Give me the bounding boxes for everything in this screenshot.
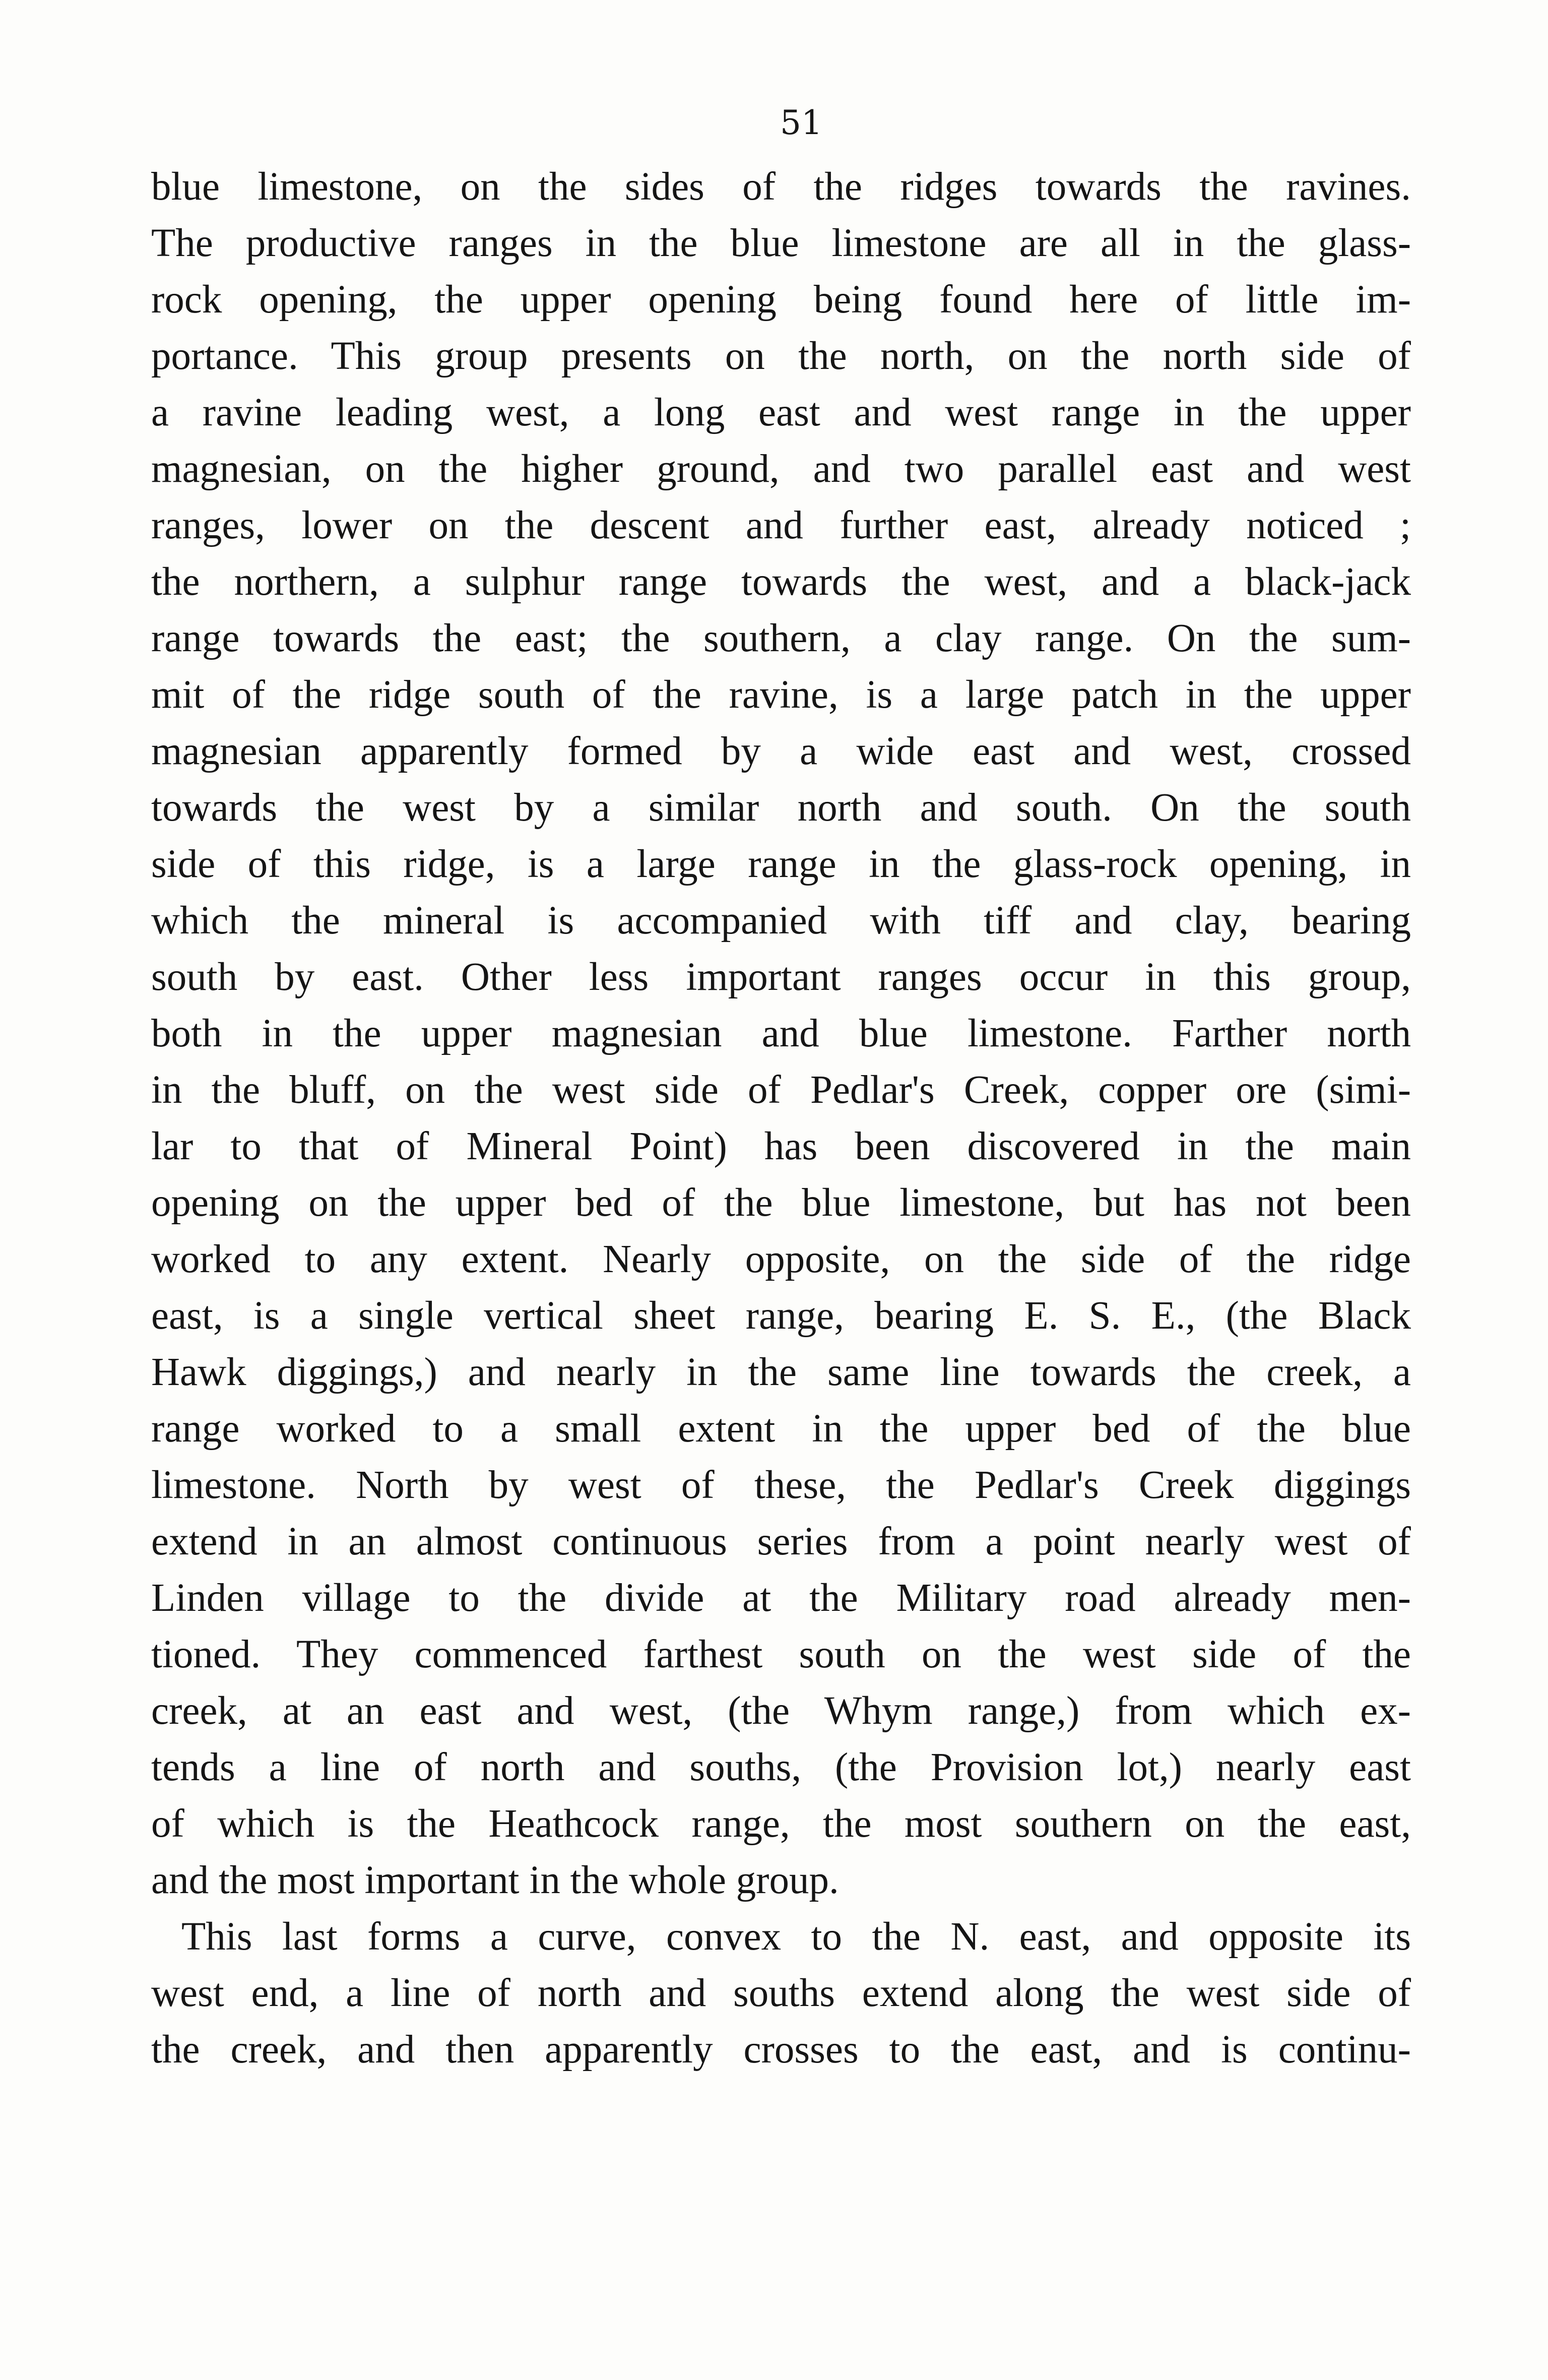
- text-line: tends a line of north and souths, (the Provision lot,) nearly east: [151, 1745, 1411, 1789]
- text-line: in the bluff, on the west side of Pedlar's Creek, copper ore (simi-: [151, 1068, 1411, 1112]
- text-line: a ravine leading west, a long east and west range in the upper: [151, 391, 1411, 434]
- text-line: ranges, lower on the descent and further east, already noticed ;: [151, 504, 1411, 547]
- text-line: side of this ridge, is a large range in the glass-rock opening, in: [151, 842, 1411, 886]
- text-line: portance. This group presents on the north, on the north side of: [151, 334, 1411, 378]
- text-line: south by east. Other less important ranges occur in this group,: [151, 955, 1411, 999]
- text-line: opening on the upper bed of the blue limestone, but has not been: [151, 1181, 1411, 1225]
- text-line: the creek, and then apparently crosses to the east, and is continu-: [151, 2028, 1411, 2072]
- text-line: creek, at an east and west, (the Whym range,) from which ex-: [151, 1689, 1411, 1733]
- text-line: tioned. They commenced farthest south on the west side of the: [151, 1633, 1411, 1676]
- body-text: [151, 159, 1411, 2078]
- text-line: east, is a single vertical sheet range, bearing E. S. E., (the Black: [151, 1294, 1411, 1338]
- text-line: blue limestone, on the sides of the ridges towards the ravines.: [151, 165, 1411, 209]
- text-line: Hawk diggings,) and nearly in the same line towards the creek, a: [151, 1350, 1411, 1394]
- text-line: The productive ranges in the blue limestone are all in the glass-: [151, 221, 1411, 265]
- text-line: the northern, a sulphur range towards the west, and a black-jack: [151, 560, 1411, 604]
- text-line: which the mineral is accompanied with tiff and clay, bearing: [151, 899, 1411, 943]
- text-line: west end, a line of north and souths extend along the west side of: [151, 1971, 1411, 2015]
- text-line: extend in an almost continuous series from a point nearly west of: [151, 1520, 1411, 1563]
- text-line: limestone. North by west of these, the Pedlar's Creek diggings: [151, 1463, 1411, 1507]
- text-line: range towards the east; the southern, a clay range. On the sum-: [151, 616, 1411, 660]
- text-line: magnesian apparently formed by a wide east and west, crossed: [151, 729, 1411, 773]
- text-line: worked to any extent. Nearly opposite, on the side of the ridge: [151, 1237, 1411, 1281]
- text-line: Linden village to the divide at the Military road already men-: [151, 1576, 1411, 1620]
- text-line: and the most important in the whole group.: [151, 1858, 839, 1902]
- text-line: towards the west by a similar north and south. On the south: [151, 786, 1411, 830]
- text-line: of which is the Heathcock range, the most southern on the east,: [151, 1802, 1411, 1846]
- text-line: rock opening, the upper opening being found here of little im-: [151, 278, 1411, 322]
- text-line: range worked to a small extent in the upper bed of the blue: [151, 1407, 1411, 1451]
- text-line: This last forms a curve, convex to the N. east, and opposite its: [181, 1915, 1411, 1959]
- text-line: magnesian, on the higher ground, and two parallel east and west: [151, 447, 1411, 491]
- text-line: mit of the ridge south of the ravine, is a large patch in the upper: [151, 673, 1411, 717]
- text-line: both in the upper magnesian and blue limestone. Farther north: [151, 1012, 1411, 1055]
- text-line: lar to that of Mineral Point) has been discovered in the main: [151, 1124, 1411, 1168]
- page-number: 51: [780, 103, 822, 142]
